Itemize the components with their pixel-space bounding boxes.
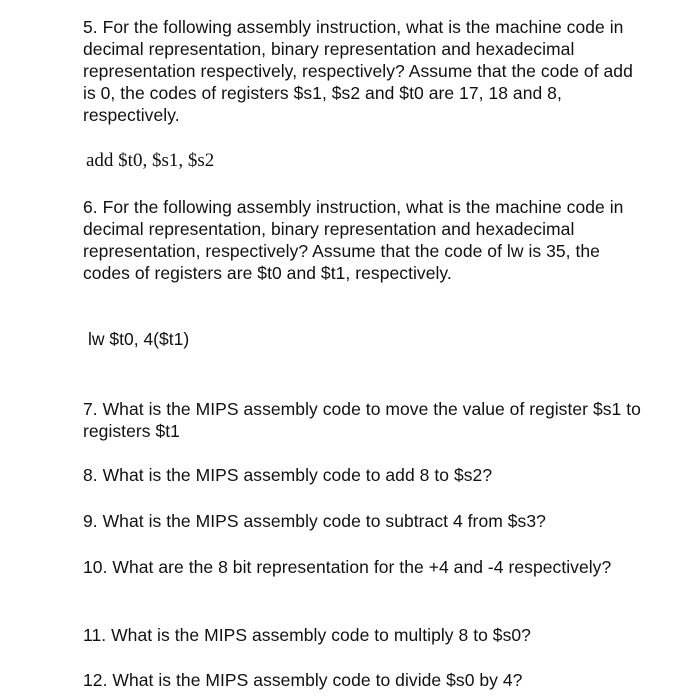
question-5-code: add $t0, $s1, $s2 [86,150,215,171]
question-8: 8. What is the MIPS assembly code to add 8 to $s2? [83,465,493,485]
question-11: 11. What is the MIPS assembly code to multiply 8 to $s0? [83,625,531,645]
question-5: 5. For the following assembly instruction, what is the machine code in decimal representation, binary representation and hexadecimal representation respectively, respectively? Assume that the code of add is 0, the codes of registers $s1, $s2 and $t0 are 17, 18 and 8, respectively. [83,17,633,125]
question-12: 12. What is the MIPS assembly code to divide $s0 by 4? [83,670,523,690]
question-7: 7. What is the MIPS assembly code to move the value of register $s1 to registers $t1 [83,399,641,441]
question-10: 10. What are the 8 bit representation for the +4 and -4 respectively? [83,557,612,577]
question-6: 6. For the following assembly instruction, what is the machine code in decimal representation, binary representation and hexadecimal representation, respectively? Assume that the code of lw is 35, the codes of registers are $t0 and $t1, respectively. [83,197,624,283]
question-6-code: lw $t0, 4($t1) [88,329,190,349]
question-9: 9. What is the MIPS assembly code to subtract 4 from $s3? [83,511,546,531]
